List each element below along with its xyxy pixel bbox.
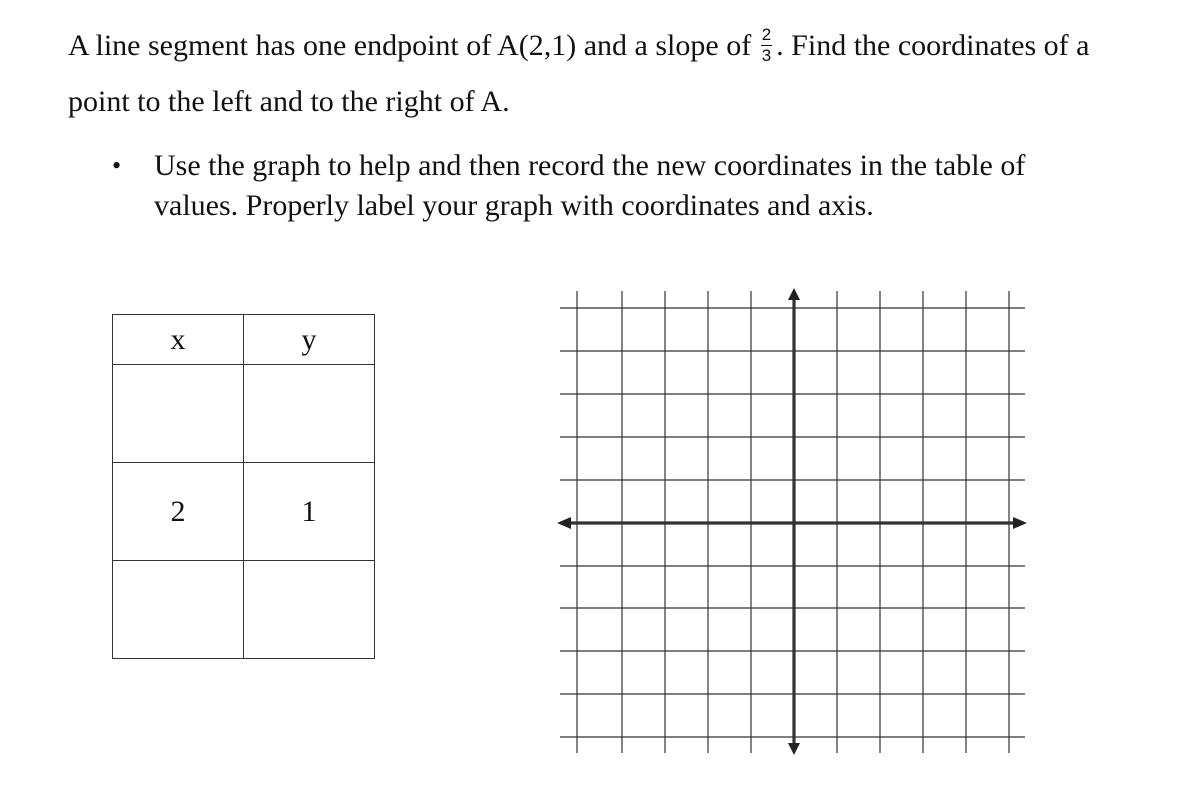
slope-denominator: 3 <box>761 45 772 65</box>
cell-y[interactable]: 1 <box>244 463 375 561</box>
table-row <box>113 365 375 463</box>
coordinate-graph[interactable] <box>555 286 1030 763</box>
y-axis-up-arrow-icon <box>788 288 800 300</box>
cell-x[interactable]: 2 <box>113 463 244 561</box>
header-y: y <box>244 315 375 365</box>
problem-text-part2: . Find the coordinates of a point to the left and to the right of A. <box>68 29 1090 118</box>
y-axis-down-arrow-icon <box>788 743 800 755</box>
x-axis-right-arrow-icon <box>1013 517 1027 529</box>
table-row <box>113 463 375 561</box>
table-row <box>113 561 375 659</box>
slope-numerator: 2 <box>761 24 772 44</box>
header-x: x <box>113 315 244 365</box>
x-axis-left-arrow-icon <box>557 517 571 529</box>
cell-x[interactable] <box>113 561 244 659</box>
cell-x[interactable] <box>113 365 244 463</box>
table-header-row <box>113 315 375 365</box>
instruction-bullet <box>112 146 1112 226</box>
table-of-values <box>112 314 375 659</box>
instruction-text: Use the graph to help and then record the new coordinates in the table of values. Properly label your graph with coordinates and axis. <box>154 149 1026 222</box>
coordinate-grid[interactable] <box>555 286 1030 758</box>
bullet-icon: • <box>112 151 122 180</box>
cell-y[interactable] <box>244 365 375 463</box>
problem-text-part1: A line segment has one endpoint of A(2,1) and a slope of <box>68 29 752 62</box>
slope-fraction <box>761 26 772 65</box>
problem-statement <box>68 18 1148 130</box>
cell-y[interactable] <box>244 561 375 659</box>
